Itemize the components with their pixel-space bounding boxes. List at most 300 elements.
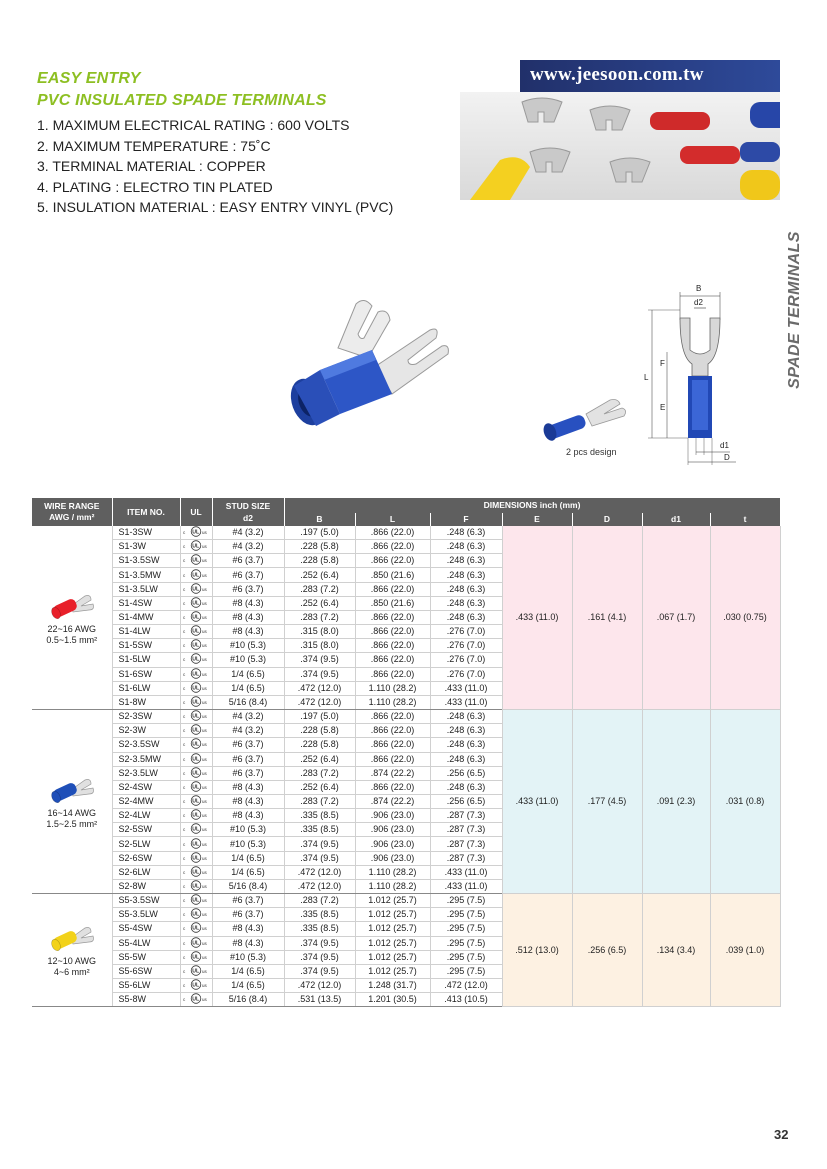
wire-color-icon (49, 922, 95, 952)
dim-f-cell: .295 (7.5) (430, 908, 502, 922)
svg-text:c: c (183, 657, 186, 663)
ul-mark-text: UL (192, 826, 200, 833)
item-no-cell: S1-3.5MW (112, 568, 180, 582)
ul-cell (180, 653, 212, 667)
header-wire-range-text: WIRE RANGE (44, 501, 100, 511)
item-no-cell: S1-4LW (112, 625, 180, 639)
ul-cell (180, 738, 212, 752)
ul-listed-icon (183, 540, 209, 553)
stud-size-cell: 1/4 (6.5) (212, 851, 284, 865)
dim-f-cell: .248 (6.3) (430, 596, 502, 610)
dim-b-cell: .472 (12.0) (284, 979, 355, 993)
item-no-cell: S1-3.5SW (112, 554, 180, 568)
dim-f-cell: .295 (7.5) (430, 922, 502, 936)
svg-text:c: c (183, 600, 186, 606)
item-no-cell: S5-8W (112, 993, 180, 1007)
dim-f-cell: .248 (6.3) (430, 710, 502, 724)
label-d1: d1 (720, 441, 729, 450)
ul-mark-text: UL (192, 940, 200, 947)
wire-mm2: 0.5~1.5 mm² (46, 634, 98, 645)
svg-text:us: us (202, 912, 207, 918)
dim-b-cell: .374 (9.5) (284, 653, 355, 667)
ul-listed-icon (183, 696, 209, 709)
ul-listed-icon (183, 951, 209, 964)
dim-b-cell: .335 (8.5) (284, 809, 355, 823)
stud-size-cell: #6 (3.7) (212, 894, 284, 908)
ul-listed-icon (183, 753, 209, 766)
website-url[interactable]: www.jeesoon.com.tw (530, 64, 704, 85)
spec-item: 2. MAXIMUM TEMPERATURE : 75˚C (37, 137, 271, 154)
stud-size-cell: #6 (3.7) (212, 582, 284, 596)
ul-cell (180, 950, 212, 964)
dim-l-cell: .866 (22.0) (355, 610, 430, 624)
dim-f-cell: .248 (6.3) (430, 568, 502, 582)
label-D: D (724, 453, 730, 462)
ul-mark-text: UL (192, 756, 200, 763)
ul-listed-icon (183, 993, 209, 1006)
stud-size-cell: #10 (5.3) (212, 823, 284, 837)
dim-l-cell: 1.012 (25.7) (355, 950, 430, 964)
dim-f-cell: .295 (7.5) (430, 964, 502, 978)
dim-l-cell: 1.012 (25.7) (355, 964, 430, 978)
ul-mark-text: UL (192, 954, 200, 961)
svg-text:us: us (202, 869, 207, 875)
dim-b-cell: .374 (9.5) (284, 667, 355, 681)
svg-text:c: c (183, 841, 186, 847)
wire-mm2: 1.5~2.5 mm² (46, 818, 98, 829)
svg-text:c: c (183, 799, 186, 805)
wire-range-cell (32, 526, 112, 710)
dim-f-cell: .295 (7.5) (430, 950, 502, 964)
dim-b-cell: .315 (8.0) (284, 639, 355, 653)
ul-listed-icon (183, 767, 209, 780)
header-col-e: E (502, 513, 572, 526)
dim-b-cell: .472 (12.0) (284, 681, 355, 695)
svg-text:c: c (183, 770, 186, 776)
svg-text:us: us (202, 784, 207, 790)
svg-text:c: c (183, 784, 186, 790)
stud-size-cell: #4 (3.2) (212, 526, 284, 540)
table-row (32, 894, 780, 908)
ul-cell (180, 964, 212, 978)
svg-text:c: c (183, 926, 186, 932)
header-col-d: D (572, 513, 642, 526)
svg-text:us: us (202, 572, 207, 578)
ul-mark-text: UL (192, 784, 200, 791)
stud-size-cell: #6 (3.7) (212, 568, 284, 582)
ul-mark-text: UL (192, 968, 200, 975)
ul-cell (180, 794, 212, 808)
ul-cell (180, 724, 212, 738)
ul-mark-text: UL (192, 897, 200, 904)
ul-listed-icon (183, 625, 209, 638)
svg-text:c: c (183, 883, 186, 889)
item-no-cell: S2-3.5SW (112, 738, 180, 752)
ul-listed-icon (183, 653, 209, 666)
dim-e-cell: .512 (13.0) (502, 894, 572, 1007)
wire-mm2: 4~6 mm² (53, 967, 90, 978)
wire-awg: 12~10 AWG (47, 956, 96, 967)
spec-item: 4. PLATING : ELECTRO TIN PLATED (37, 178, 273, 195)
stud-size-cell: 1/4 (6.5) (212, 865, 284, 879)
header-item-no: ITEM NO. (112, 498, 180, 526)
dim-l-cell: .866 (22.0) (355, 667, 430, 681)
dim-l-cell: .866 (22.0) (355, 780, 430, 794)
ul-cell (180, 823, 212, 837)
dim-l-cell: .866 (22.0) (355, 582, 430, 596)
dimension-drawing (640, 280, 750, 470)
svg-text:c: c (183, 756, 186, 762)
ul-listed-icon (183, 880, 209, 893)
svg-text:us: us (202, 997, 207, 1003)
ul-mark-text: UL (192, 657, 200, 664)
svg-text:c: c (183, 671, 186, 677)
svg-text:c: c (183, 714, 186, 720)
svg-text:us: us (202, 629, 207, 635)
ul-mark-text: UL (192, 883, 200, 890)
ul-cell (180, 639, 212, 653)
ul-mark-text: UL (192, 642, 200, 649)
dim-e-cell: .433 (11.0) (502, 710, 572, 894)
dim-f-cell: .295 (7.5) (430, 894, 502, 908)
stud-size-cell: #10 (5.3) (212, 653, 284, 667)
ul-mark-text: UL (192, 713, 200, 720)
ul-mark-text: UL (192, 869, 200, 876)
ul-mark-text: UL (192, 671, 200, 678)
svg-text:c: c (183, 983, 186, 989)
label-F: F (660, 359, 665, 368)
dim-b-cell: .252 (6.4) (284, 568, 355, 582)
item-no-cell: S1-6LW (112, 681, 180, 695)
stud-size-cell: #6 (3.7) (212, 766, 284, 780)
svg-text:us: us (202, 685, 207, 691)
header-stud-size (212, 498, 284, 526)
dim-b-cell: .531 (13.5) (284, 993, 355, 1007)
website-banner (460, 60, 780, 200)
item-no-cell: S2-8W (112, 879, 180, 893)
item-no-cell: S1-8W (112, 695, 180, 709)
dim-l-cell: .866 (22.0) (355, 639, 430, 653)
dim-b-cell: .472 (12.0) (284, 865, 355, 879)
ul-cell (180, 837, 212, 851)
ul-cell (180, 710, 212, 724)
item-no-cell: S1-5LW (112, 653, 180, 667)
dim-e-cell: .433 (11.0) (502, 526, 572, 710)
ul-listed-icon (183, 922, 209, 935)
svg-text:c: c (183, 968, 186, 974)
dim-l-cell: .866 (22.0) (355, 625, 430, 639)
dim-l-cell: 1.201 (30.5) (355, 993, 430, 1007)
svg-text:c: c (183, 997, 186, 1003)
svg-text:c: c (183, 827, 186, 833)
stud-size-cell: 5/16 (8.4) (212, 695, 284, 709)
dim-l-cell: .906 (23.0) (355, 851, 430, 865)
stud-size-cell: #6 (3.7) (212, 752, 284, 766)
dim-f-cell: .248 (6.3) (430, 610, 502, 624)
dim-b-cell: .252 (6.4) (284, 752, 355, 766)
item-no-cell: S5-3.5SW (112, 894, 180, 908)
ul-listed-icon (183, 569, 209, 582)
ul-listed-icon (183, 583, 209, 596)
svg-text:us: us (202, 983, 207, 989)
dim-t-cell: .030 (0.75) (710, 526, 780, 710)
wire-color-icon (49, 774, 95, 804)
dim-f-cell: .248 (6.3) (430, 582, 502, 596)
svg-text:c: c (183, 869, 186, 875)
dim-b-cell: .374 (9.5) (284, 950, 355, 964)
ul-mark-text: UL (192, 699, 200, 706)
ul-mark-text: UL (192, 926, 200, 933)
svg-text:c: c (183, 629, 186, 635)
dim-f-cell: .413 (10.5) (430, 993, 502, 1007)
ul-cell (180, 610, 212, 624)
dim-b-cell: .374 (9.5) (284, 837, 355, 851)
two-pcs-caption: 2 pcs design (566, 447, 617, 457)
svg-text:us: us (202, 926, 207, 932)
dim-b-cell: .283 (7.2) (284, 894, 355, 908)
dim-l-cell: .874 (22.2) (355, 766, 430, 780)
ul-cell (180, 540, 212, 554)
header-dimensions: DIMENSIONS inch (mm) (284, 498, 780, 513)
dim-l-cell: 1.110 (28.2) (355, 681, 430, 695)
label-L: L (644, 373, 649, 382)
item-no-cell: S2-3W (112, 724, 180, 738)
ul-cell (180, 681, 212, 695)
header-col-b: B (284, 513, 355, 526)
dim-l-cell: .906 (23.0) (355, 823, 430, 837)
header-ul: UL (180, 498, 212, 526)
page-number: 32 (774, 1127, 789, 1142)
side-label-text: SPADE TERMINALS (786, 231, 803, 389)
stud-size-cell: #10 (5.3) (212, 837, 284, 851)
svg-text:us: us (202, 799, 207, 805)
wire-range-cell (32, 710, 112, 894)
ul-mark-text: UL (192, 727, 200, 734)
ul-mark-text: UL (192, 911, 200, 918)
dim-b-cell: .228 (5.8) (284, 540, 355, 554)
dim-b-cell: .197 (5.0) (284, 710, 355, 724)
two-pcs-terminal-image (540, 392, 630, 442)
hero-terminal-image (280, 290, 460, 440)
spec-item: 3. TERMINAL MATERIAL : COPPER (37, 158, 266, 174)
spec-list (37, 115, 393, 218)
ul-cell (180, 809, 212, 823)
item-no-cell: S2-4MW (112, 794, 180, 808)
dim-b-cell: .228 (5.8) (284, 738, 355, 752)
stud-size-cell: #8 (4.3) (212, 625, 284, 639)
dim-t-cell: .031 (0.8) (710, 710, 780, 894)
ul-cell (180, 936, 212, 950)
stud-size-cell: #8 (4.3) (212, 809, 284, 823)
dim-l-cell: .866 (22.0) (355, 554, 430, 568)
side-label (786, 230, 810, 390)
svg-text:us: us (202, 615, 207, 621)
dim-l-cell: .866 (22.0) (355, 540, 430, 554)
svg-text:c: c (183, 643, 186, 649)
dim-b-cell: .374 (9.5) (284, 851, 355, 865)
svg-text:c: c (183, 699, 186, 705)
dim-f-cell: .248 (6.3) (430, 526, 502, 540)
dim-b-cell: .228 (5.8) (284, 724, 355, 738)
spec-item: 1. MAXIMUM ELECTRICAL RATING : 600 VOLTS (37, 117, 350, 133)
dim-t-cell: .039 (1.0) (710, 894, 780, 1007)
item-no-cell: S2-4SW (112, 780, 180, 794)
dim-d-cell: .256 (6.5) (572, 894, 642, 1007)
ul-mark-text: UL (192, 628, 200, 635)
stud-size-cell: #6 (3.7) (212, 738, 284, 752)
dim-l-cell: 1.012 (25.7) (355, 936, 430, 950)
dim-b-cell: .472 (12.0) (284, 695, 355, 709)
dim-b-cell: .335 (8.5) (284, 823, 355, 837)
ul-mark-text: UL (192, 742, 200, 749)
svg-text:c: c (183, 685, 186, 691)
ul-mark-text: UL (192, 996, 200, 1003)
dim-l-cell: .866 (22.0) (355, 738, 430, 752)
svg-text:c: c (183, 728, 186, 734)
dim-f-cell: .248 (6.3) (430, 540, 502, 554)
svg-text:c: c (183, 586, 186, 592)
dim-f-cell: .433 (11.0) (430, 879, 502, 893)
table-row (32, 710, 780, 724)
ul-listed-icon (183, 908, 209, 921)
ul-cell (180, 667, 212, 681)
item-no-cell: S2-6LW (112, 865, 180, 879)
dim-f-cell: .276 (7.0) (430, 653, 502, 667)
dim-b-cell: .335 (8.5) (284, 908, 355, 922)
svg-text:us: us (202, 699, 207, 705)
wire-awg: 22~16 AWG (47, 623, 96, 634)
dim-l-cell: .866 (22.0) (355, 653, 430, 667)
dim-f-cell: .433 (11.0) (430, 681, 502, 695)
item-no-cell: S5-6LW (112, 979, 180, 993)
dim-l-cell: .850 (21.6) (355, 596, 430, 610)
dim-f-cell: .248 (6.3) (430, 554, 502, 568)
dim-d-cell: .161 (4.1) (572, 526, 642, 710)
wire-color-icon (49, 590, 95, 620)
svg-text:us: us (202, 883, 207, 889)
ul-listed-icon (183, 979, 209, 992)
dim-l-cell: .866 (22.0) (355, 710, 430, 724)
svg-text:c: c (183, 855, 186, 861)
item-no-cell: S1-3SW (112, 526, 180, 540)
dim-b-cell: .283 (7.2) (284, 794, 355, 808)
ul-listed-icon (183, 738, 209, 751)
ul-mark-text: UL (192, 529, 200, 536)
item-no-cell: S1-3W (112, 540, 180, 554)
ul-mark-text: UL (192, 543, 200, 550)
spec-item: 5. INSULATION MATERIAL : EASY ENTRY VINYL (PVC) (37, 199, 394, 215)
ul-mark-text: UL (192, 841, 200, 848)
svg-text:us: us (202, 657, 207, 663)
ul-cell (180, 582, 212, 596)
dim-l-cell: 1.012 (25.7) (355, 908, 430, 922)
stud-size-cell: 1/4 (6.5) (212, 681, 284, 695)
dim-b-cell: .283 (7.2) (284, 582, 355, 596)
ul-listed-icon (183, 724, 209, 737)
item-no-cell: S5-5W (112, 950, 180, 964)
svg-text:us: us (202, 586, 207, 592)
dim-f-cell: .248 (6.3) (430, 752, 502, 766)
header-stud-size-text: STUD SIZE (225, 501, 271, 511)
header-stud-sub-text: d2 (243, 513, 253, 523)
dim-b-cell: .252 (6.4) (284, 596, 355, 610)
dim-d1-cell: .134 (3.4) (642, 894, 710, 1007)
dim-f-cell: .433 (11.0) (430, 865, 502, 879)
ul-cell (180, 894, 212, 908)
ul-cell (180, 526, 212, 540)
dim-l-cell: 1.110 (28.2) (355, 865, 430, 879)
dim-f-cell: .248 (6.3) (430, 738, 502, 752)
item-no-cell: S1-3.5LW (112, 582, 180, 596)
svg-text:us: us (202, 600, 207, 606)
svg-text:c: c (183, 742, 186, 748)
stud-size-cell: #8 (4.3) (212, 936, 284, 950)
ul-cell (180, 766, 212, 780)
dim-l-cell: .866 (22.0) (355, 526, 430, 540)
item-no-cell: S2-3.5MW (112, 752, 180, 766)
ul-mark-text: UL (192, 614, 200, 621)
dim-f-cell: .287 (7.3) (430, 851, 502, 865)
item-no-cell: S5-3.5LW (112, 908, 180, 922)
item-no-cell: S5-4SW (112, 922, 180, 936)
dim-b-cell: .228 (5.8) (284, 554, 355, 568)
dim-b-cell: .283 (7.2) (284, 610, 355, 624)
dim-f-cell: .256 (6.5) (430, 766, 502, 780)
ul-listed-icon (183, 809, 209, 822)
item-no-cell: S2-6SW (112, 851, 180, 865)
ul-listed-icon (183, 611, 209, 624)
dim-f-cell: .256 (6.5) (430, 794, 502, 808)
header-col-f: F (430, 513, 502, 526)
stud-size-cell: 1/4 (6.5) (212, 979, 284, 993)
ul-listed-icon (183, 781, 209, 794)
dim-f-cell: .276 (7.0) (430, 639, 502, 653)
svg-text:c: c (183, 954, 186, 960)
stud-size-cell: #8 (4.3) (212, 596, 284, 610)
ul-listed-icon (183, 852, 209, 865)
ul-cell (180, 979, 212, 993)
svg-text:c: c (183, 898, 186, 904)
svg-text:us: us (202, 643, 207, 649)
ul-listed-icon (183, 597, 209, 610)
svg-text:c: c (183, 530, 186, 536)
wire-awg: 16~14 AWG (47, 807, 96, 818)
header-col-d1: d1 (642, 513, 710, 526)
ul-cell (180, 596, 212, 610)
svg-text:us: us (202, 855, 207, 861)
title-product: PVC INSULATED SPADE TERMINALS (37, 92, 327, 109)
stud-size-cell: #10 (5.3) (212, 639, 284, 653)
spec-table (32, 498, 781, 1007)
stud-size-cell: #8 (4.3) (212, 610, 284, 624)
stud-size-cell: 5/16 (8.4) (212, 993, 284, 1007)
ul-mark-text: UL (192, 685, 200, 692)
ul-cell (180, 568, 212, 582)
ul-cell (180, 993, 212, 1007)
dim-l-cell: .866 (22.0) (355, 724, 430, 738)
ul-listed-icon (183, 526, 209, 539)
svg-text:c: c (183, 572, 186, 578)
item-no-cell: S2-4LW (112, 809, 180, 823)
ul-mark-text: UL (192, 600, 200, 607)
svg-text:us: us (202, 742, 207, 748)
dim-l-cell: 1.248 (31.7) (355, 979, 430, 993)
ul-cell (180, 695, 212, 709)
svg-text:us: us (202, 544, 207, 550)
ul-listed-icon (183, 668, 209, 681)
item-no-cell: S1-4SW (112, 596, 180, 610)
stud-size-cell: #8 (4.3) (212, 794, 284, 808)
